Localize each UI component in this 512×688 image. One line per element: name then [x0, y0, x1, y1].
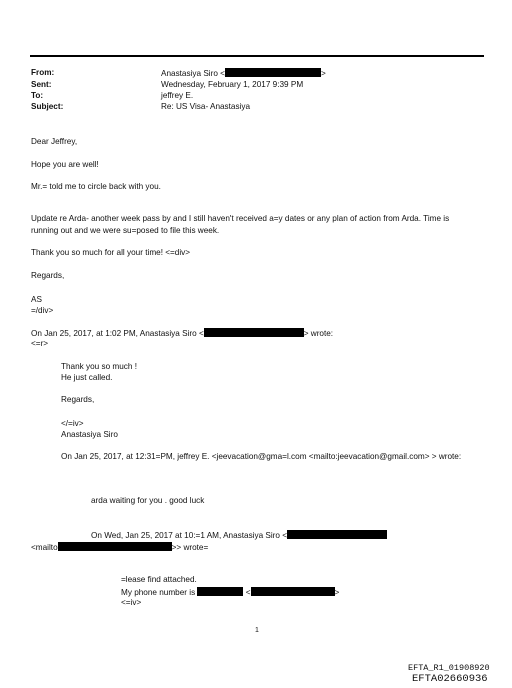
redaction-block	[287, 530, 387, 539]
redaction-block	[197, 587, 243, 596]
quote1-intro	[31, 328, 333, 339]
quote1-intro-end: > wrote:	[303, 329, 334, 338]
quote3-mailto-text: <mailto	[31, 543, 58, 552]
quote3-line2	[121, 587, 339, 598]
quote1-regards: Regards,	[61, 395, 95, 404]
signature-initials: AS	[31, 295, 42, 304]
quote3-tag: <=iv>	[121, 598, 142, 607]
redaction-block	[58, 542, 172, 551]
body-line-2: Mr.= told me to circle back with you.	[31, 182, 161, 191]
quote2-message: arda waiting for you . good luck	[91, 496, 205, 505]
to-label: To:	[31, 91, 44, 100]
from-value	[161, 68, 326, 79]
body-para-line-2: running out and we were su=posed to file this week.	[31, 226, 220, 235]
sent-value: Wednesday, February 1, 2017 9:39 PM	[161, 80, 304, 89]
subject-value: Re: US Visa- Anastasiya	[161, 102, 251, 111]
body-line-1: Hope you are well!	[31, 160, 99, 169]
quote3-gt: >	[334, 588, 340, 597]
page-number: 1	[255, 627, 259, 634]
body-thanks: Thank you so much for all your time! <=div>	[31, 248, 191, 257]
from-close: >	[320, 69, 326, 78]
body-para-line-1: Update re Arda- another week pass by and I still haven't received a=y dates or any plan of action from Arda. Time is	[31, 214, 450, 223]
from-label: From:	[31, 68, 55, 77]
quote1-intro-text: On Jan 25, 2017, at 1:02 PM, Anastasiya Siro <	[31, 329, 204, 338]
to-value: jeffrey E.	[161, 91, 194, 100]
quote3-mailto-end: >> wrote=	[171, 543, 209, 552]
redaction-block	[225, 68, 321, 77]
quote1-tag2: </=iv>	[61, 419, 84, 428]
quote3-intro-text: On Wed, Jan 25, 2017 at 10:=1 AM, Anastasiya Siro <	[91, 531, 288, 540]
quote3-line1: =lease find attached.	[121, 575, 197, 584]
quote3-lt: <	[245, 588, 251, 597]
subject-label: Subject:	[31, 102, 64, 111]
quote1-tag: <=r>	[31, 339, 49, 348]
quote3-mailto	[31, 542, 208, 553]
footer-ref-2: EFTA02660936	[412, 673, 488, 685]
redaction-block	[204, 328, 304, 337]
from-name: Anastasiya Siro <	[161, 69, 225, 78]
quote3-phone-label: My phone number is	[121, 588, 196, 597]
header-rule	[30, 55, 484, 57]
quote3-intro	[91, 530, 387, 541]
body-regards: Regards,	[31, 271, 65, 280]
redaction-block	[251, 587, 335, 596]
quote2-intro: On Jan 25, 2017, at 12:31=PM, jeffrey E. <jeevacation@gma=l.com <mailto:jeevacation@gmail.com> > wrote:	[61, 452, 462, 461]
quote1-name: Anastasiya Siro	[61, 430, 118, 439]
signature-tag: =/div>	[31, 306, 54, 315]
sent-label: Sent:	[31, 80, 52, 89]
footer-ref-1: EFTA_R1_01908920	[408, 663, 490, 673]
quote1-called: He just called.	[61, 373, 113, 382]
greeting: Dear Jeffrey,	[31, 137, 78, 146]
quote1-thanks: Thank you so much !	[61, 362, 137, 371]
